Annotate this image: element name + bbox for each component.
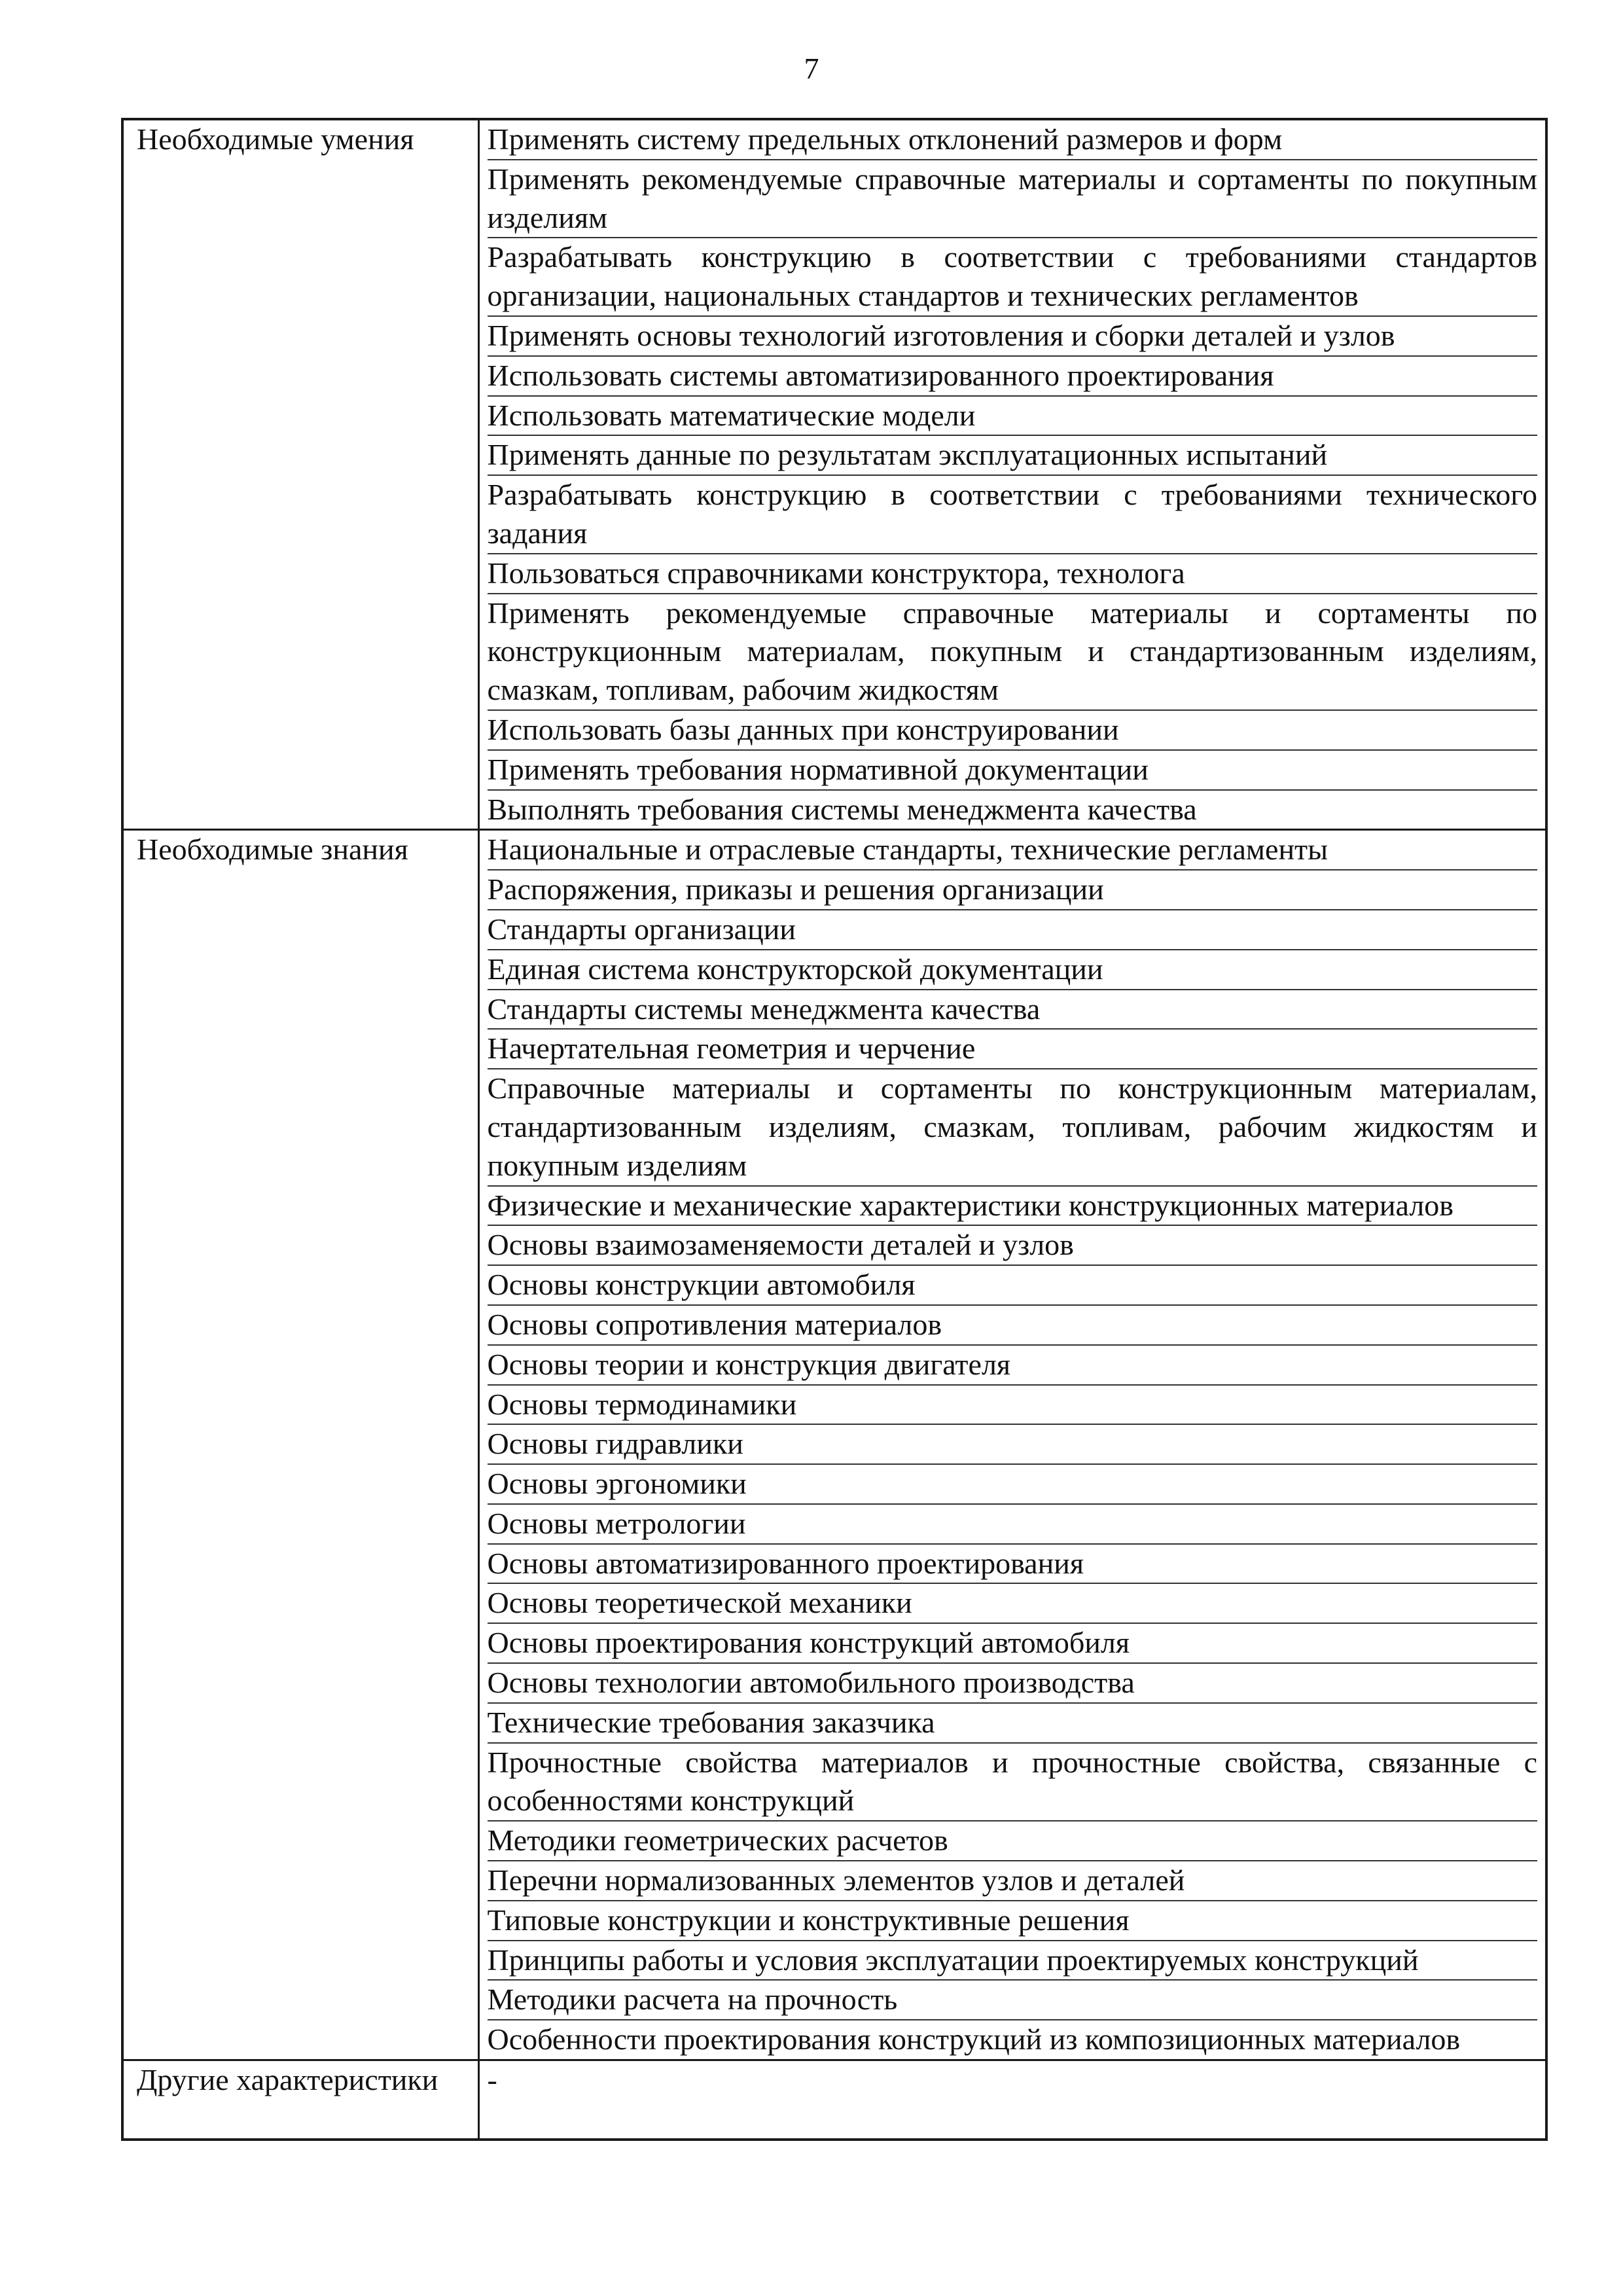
list-item: Основы термодинамики [488,1386,1538,1426]
list-item: Применять рекомендуемые справочные материалы и сортаменты по покупным изделиям [488,160,1538,239]
list-item: Принципы работы и условия эксплуатации проектируемых конструкций [488,1941,1538,1981]
list-item: Технические требования заказчика [488,1704,1538,1744]
list-item: Физические и механические характеристики конструкционных материалов [488,1187,1538,1227]
knowledge-label: Необходимые знания [122,830,478,2060]
list-item: Основы технологии автомобильного производства [488,1664,1538,1704]
list-item: Пользоваться справочниками конструктора, технолога [488,554,1538,594]
list-item: Единая система конструкторской документации [488,950,1538,990]
list-item: Основы проектирования конструкций автомобиля [488,1624,1538,1664]
characteristics-table [121,118,1548,2141]
list-item: Разрабатывать конструкцию в соответствии с требованиями технического задания [488,476,1538,554]
list-item: Основы эргономики [488,1465,1538,1505]
list-item: Типовые конструкции и конструктивные решения [488,1901,1538,1941]
list-item: Разрабатывать конструкцию в соответствии с требованиями стандартов организации, национальных стандартов и технических регламентов [488,238,1538,317]
list-item: Основы гидравлики [488,1425,1538,1465]
list-item: Прочностные свойства материалов и прочностные свойства, связанные с особенностями конструкций [488,1744,1538,1822]
list-item: Применять рекомендуемые справочные материалы и сортаменты по конструкционным материалам, покупным и стандартизованным изделиям, смазкам, топливам, рабочим жидкостям [488,594,1538,711]
list-item: Особенности проектирования конструкций из композиционных материалов [487,2022,1461,2056]
skills-label: Необходимые умения [122,119,478,830]
list-item: Использовать базы данных при конструировании [488,711,1538,751]
list-item: Использовать системы автоматизированного проектирования [488,357,1538,397]
list-item: Стандарты системы менеджмента качества [488,990,1538,1030]
other-label: Другие характеристики [122,2060,478,2140]
list-item: Применять систему предельных отклонений размеров и форм [488,120,1538,160]
list-item: Методики расчета на прочность [488,1981,1538,2020]
knowledge-row [122,830,1546,2060]
list-item: Начертательная геометрия и черчение [488,1030,1538,1069]
other-row [122,2060,1546,2140]
list-item: Применять требования нормативной документации [488,751,1538,791]
list-item: Основы теории и конструкция двигателя [488,1346,1538,1386]
list-item: Распоряжения, приказы и решения организации [488,870,1538,910]
list-item: Основы взаимозаменяемости деталей и узлов [488,1226,1538,1266]
skills-row [122,119,1546,830]
list-item: Основы метрологии [488,1505,1538,1545]
other-value: - [487,2063,497,2097]
list-item: Применять данные по результатам эксплуатационных испытаний [488,436,1538,476]
list-item: Основы автоматизированного проектирования [488,1545,1538,1585]
list-item: Основы сопротивления материалов [488,1306,1538,1346]
page-number: 7 [804,52,819,85]
list-item: Перечни нормализованных элементов узлов и деталей [488,1861,1538,1901]
list-item: Основы теоретической механики [488,1584,1538,1624]
list-item: Методики геометрических расчетов [488,1821,1538,1861]
list-item: Применять основы технологий изготовления и сборки деталей и узлов [488,317,1538,357]
list-item: Использовать математические модели [488,397,1538,437]
knowledge-list [478,830,1546,2060]
list-item: Выполнять требования системы менеджмента качества [487,792,1197,826]
list-item: Стандарты организации [488,910,1538,950]
list-item: Национальные и отраслевые стандарты, технические регламенты [488,831,1538,870]
list-item: Основы конструкции автомобиля [488,1266,1538,1306]
skills-list [478,119,1546,830]
list-item: Справочные материалы и сортаменты по конструкционным материалам, стандартизованным изделиям, смазкам, топливам, рабочим жидкостям и покупным изделиям [488,1069,1538,1186]
